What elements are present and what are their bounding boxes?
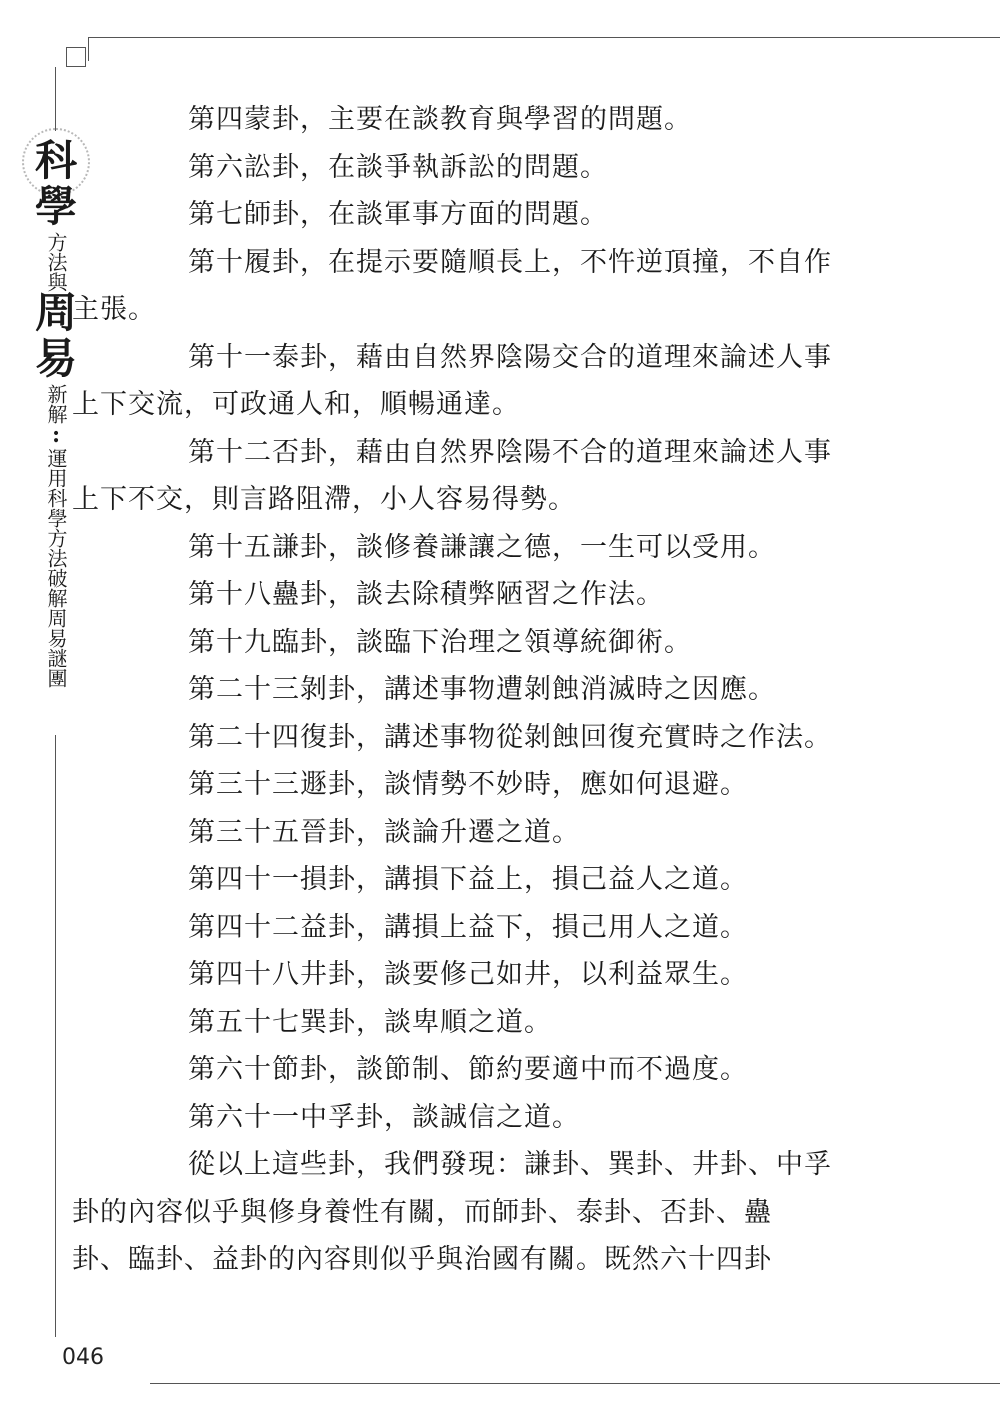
paragraph — [130, 809, 850, 857]
paragraph-line: 第三十五晉卦，談論升遷之道。 — [188, 816, 580, 848]
series-title-part: 新解 — [44, 384, 68, 424]
frame-top-line — [88, 37, 1000, 38]
paragraph-line: 第十九臨卦，談臨下治理之領導統御術。 — [188, 626, 692, 658]
frame-spine-line-top — [55, 67, 56, 131]
paragraph-line: 第二十三剝卦，講述事物遭剝蝕消滅時之因應。 — [188, 674, 776, 705]
paragraph — [130, 1046, 850, 1094]
paragraph — [130, 1094, 850, 1142]
paragraph — [72, 429, 850, 524]
series-title-part: 方法與 — [44, 232, 68, 292]
body-text — [72, 96, 850, 1284]
page-number: 046 — [62, 1345, 104, 1370]
paragraph — [72, 334, 850, 429]
paragraph — [130, 951, 850, 999]
paragraph-line: 第十五謙卦，談修養謙讓之德，一生可以受用。 — [188, 531, 776, 563]
paragraph-line: 第七師卦，在談軍事方面的問題。 — [188, 199, 608, 230]
paragraph — [130, 144, 850, 192]
paragraph-line: 第二十四復卦，講述事物從剝蝕回復充實時之作法。 — [188, 721, 832, 753]
series-title-char: 周 — [34, 288, 77, 337]
paragraph-line: 上下交流，可政通人和，順暢通達。 — [72, 389, 520, 420]
paragraph-line: 上下不交，則言路阻滯，小人容易得勢。 — [72, 484, 576, 515]
paragraph — [130, 191, 850, 239]
paragraph — [130, 619, 850, 667]
paragraph — [130, 999, 850, 1047]
paragraph-line: 第四十二益卦，講損上益下，損己用人之道。 — [188, 911, 748, 943]
paragraph — [130, 96, 850, 144]
paragraph-line: 第四蒙卦，主要在談教育與學習的問題。 — [188, 104, 692, 135]
paragraph-line: 第三十三遯卦，談情勢不妙時，應如何退避。 — [188, 769, 748, 800]
paragraph — [130, 856, 850, 904]
paragraph-line: 卦的內容似乎與修身養性有關，而師卦、泰卦、否卦、蠱 — [72, 1196, 772, 1228]
paragraph — [72, 239, 850, 334]
paragraph-line: 第十八蠱卦，談去除積弊陋習之作法。 — [188, 579, 664, 610]
frame-spine-line-bottom — [55, 735, 56, 1337]
paragraph-line: 卦、臨卦、益卦的內容則似乎與治國有關。既然六十四卦 — [72, 1244, 772, 1275]
paragraph-line: 第四十一損卦，講損下益上，損己益人之道。 — [188, 864, 748, 895]
corner-ornament — [66, 47, 86, 67]
frame-bottom-line — [150, 1383, 1000, 1384]
paragraph — [130, 714, 850, 762]
paragraph-line: 從以上這些卦，我們發現：謙卦、巽卦、井卦、中孚 — [188, 1149, 832, 1180]
paragraph — [130, 571, 850, 619]
paragraph-line: 第六訟卦，在談爭執訴訟的問題。 — [188, 151, 608, 183]
paragraph-line: 第四十八井卦，談要修己如井，以利益眾生。 — [188, 959, 748, 990]
series-title-colon: : — [51, 422, 61, 448]
paragraph-line: 第六十一中孚卦，談誠信之道。 — [188, 1101, 580, 1133]
paragraph-line: 第十履卦，在提示要隨順長上，不忤逆頂撞，不自作 — [188, 246, 832, 278]
paragraph-line: 第十一泰卦，藉由自然界陰陽交合的道理來論述人事 — [188, 341, 832, 373]
paragraph — [130, 666, 850, 714]
paragraph — [130, 904, 850, 952]
paragraph — [130, 761, 850, 809]
series-title-char: 易 — [34, 334, 77, 383]
paragraph-line: 第十二否卦，藉由自然界陰陽不合的道理來論述人事 — [188, 436, 832, 468]
paragraph-line: 第六十節卦，談節制、節約要適中而不過度。 — [188, 1054, 748, 1085]
series-subtitle: 運用科學方法破解周易謎團 — [44, 448, 68, 688]
paragraph — [72, 1141, 850, 1284]
paragraph-line: 第五十七巽卦，談卑順之道。 — [188, 1006, 552, 1038]
paragraph — [130, 524, 850, 572]
series-title-char: 科 — [34, 136, 77, 185]
series-title-char: 學 — [34, 182, 77, 231]
frame-corner-line — [88, 37, 89, 61]
paragraph-line: 主張。 — [72, 294, 156, 325]
